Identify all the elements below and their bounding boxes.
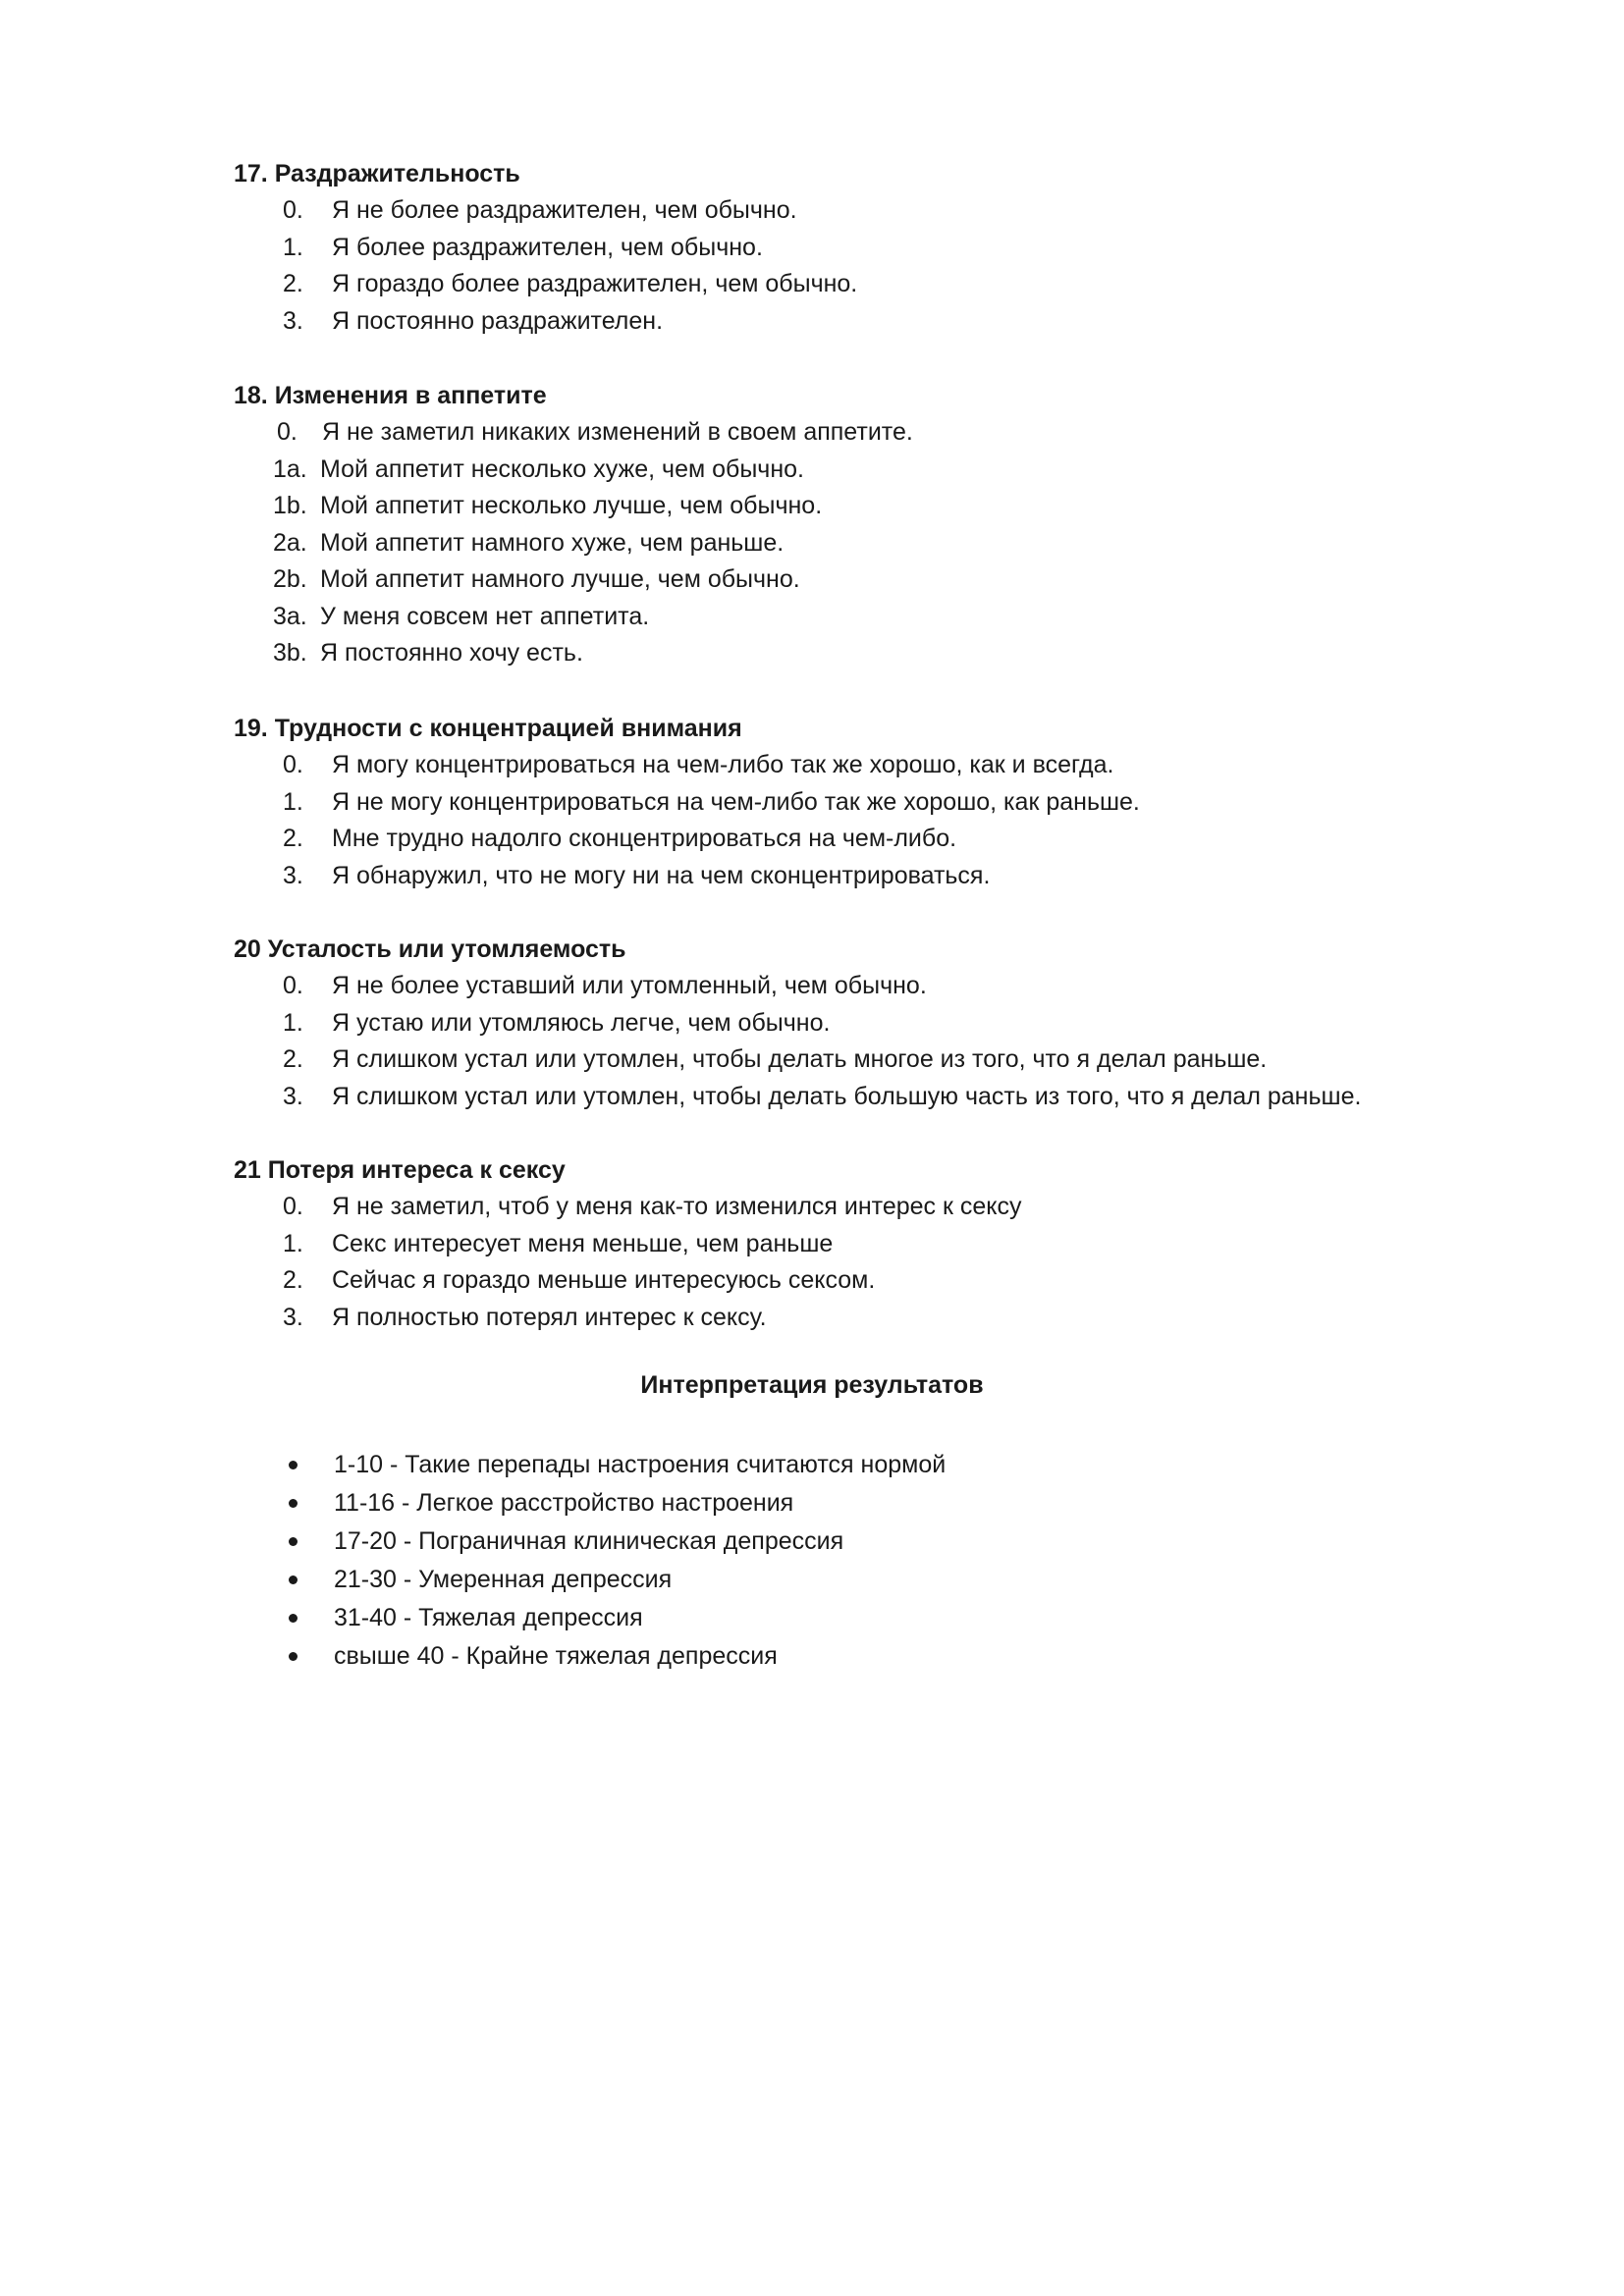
option-number: 2a. [273, 528, 307, 557]
answer-option [234, 1300, 1530, 1337]
interpretation-title: Интерпретация результатов [640, 1371, 984, 1399]
option-number: 2. [283, 825, 303, 852]
list-item [285, 1484, 1463, 1522]
option-number: 1. [283, 787, 303, 816]
question-title: 20 Усталость или утомляемость [234, 935, 626, 963]
answer-option [234, 858, 1530, 895]
question-title: 18. Изменения в аппетите [234, 382, 547, 409]
option-number: 2b. [273, 565, 307, 593]
answer-option [234, 1189, 1530, 1226]
option-text: Я не заметил, чтоб у меня как-то изменился интерес к сексу [332, 1193, 1022, 1220]
option-number: 3b. [273, 639, 307, 667]
bullet-icon [289, 1575, 298, 1584]
question-19 [234, 711, 1530, 894]
option-number: 3. [283, 306, 303, 335]
option-number: 2. [283, 1266, 303, 1294]
question-title: 17. Раздражительность [234, 160, 520, 187]
option-text: Мой аппетит намного хуже, чем раньше. [320, 528, 785, 557]
option-text: У меня совсем нет аппетита. [320, 602, 650, 630]
bullet-icon [289, 1461, 298, 1469]
answer-option [234, 1079, 1530, 1116]
list-item [285, 1599, 1463, 1637]
question-18 [234, 378, 1530, 672]
answer-option [234, 968, 1530, 1005]
bullet-icon [289, 1614, 298, 1623]
answer-option [234, 747, 1530, 784]
list-item [285, 1561, 1463, 1599]
option-number: 0. [283, 972, 303, 999]
option-number: 1b. [273, 492, 307, 519]
list-item-text: свыше 40 - Крайне тяжелая депрессия [334, 1642, 778, 1670]
bullet-icon [289, 1537, 298, 1546]
list-item [285, 1522, 1463, 1561]
list-item-text: 1-10 - Такие перепады настроения считаются нормой [334, 1451, 947, 1478]
bullet-icon [289, 1652, 298, 1661]
option-text: Сейчас я гораздо меньше интересуюсь сексом. [332, 1266, 876, 1294]
option-text: Мой аппетит намного лучше, чем обычно. [320, 565, 800, 593]
question-title: 21 Потеря интереса к сексу [234, 1156, 566, 1184]
bullet-icon [289, 1499, 298, 1508]
answer-option [234, 599, 1530, 636]
option-text: Мой аппетит несколько хуже, чем обычно. [320, 454, 804, 483]
list-item-text: 21-30 - Умеренная депрессия [334, 1566, 673, 1593]
answer-option [234, 561, 1530, 599]
option-number: 0. [283, 196, 303, 224]
option-number: 1. [283, 1008, 303, 1037]
option-number: 2. [283, 1045, 303, 1073]
answer-option [234, 414, 1530, 452]
option-text: Я гораздо более раздражителен, чем обычно. [332, 270, 858, 297]
answer-option [234, 1262, 1530, 1300]
list-item-text: 17-20 - Пограничная клиническая депрессия [334, 1527, 844, 1555]
answer-option [234, 784, 1530, 822]
answer-option [234, 192, 1530, 230]
list-item-text: 11-16 - Легкое расстройство настроения [334, 1489, 794, 1517]
answer-option [234, 1005, 1530, 1042]
option-text: Я могу концентрироваться на чем-либо так же хорошо, как и всегда. [332, 751, 1114, 778]
option-text: Секс интересует меня меньше, чем раньше [332, 1229, 834, 1257]
option-text: Я постоянно раздражителен. [332, 306, 664, 335]
interpretation-list [285, 1446, 1463, 1676]
answer-option [234, 821, 1530, 858]
list-item [285, 1446, 1463, 1484]
option-text: Мне трудно надолго сконцентрироваться на чем-либо. [332, 825, 957, 852]
answer-option [234, 488, 1530, 525]
option-text: Мой аппетит несколько лучше, чем обычно. [320, 492, 823, 519]
option-number: 3. [283, 1303, 303, 1331]
option-number: 3. [283, 861, 303, 889]
option-text: Я не могу концентрироваться на чем-либо так же хорошо, как раньше. [332, 787, 1140, 816]
option-text: Я постоянно хочу есть. [320, 639, 583, 667]
question-21 [234, 1152, 1530, 1336]
option-number: 3. [283, 1082, 303, 1110]
answer-option [234, 1041, 1530, 1079]
question-17 [234, 156, 1530, 340]
list-item-text: 31-40 - Тяжелая депрессия [334, 1604, 643, 1631]
option-text: Я слишком устал или утомлен, чтобы делать многое из того, что я делал раньше. [332, 1045, 1268, 1073]
option-text: Я устаю или утомляюсь легче, чем обычно. [332, 1008, 831, 1037]
option-text: Я слишком устал или утомлен, чтобы делать большую часть из того, что я делал раньше. [332, 1082, 1362, 1110]
option-number: 2. [283, 270, 303, 297]
option-number: 0. [283, 751, 303, 778]
option-number: 0. [277, 418, 298, 446]
answer-option [234, 452, 1530, 489]
answer-option [234, 230, 1530, 267]
answer-option [234, 266, 1530, 303]
option-number: 1. [283, 233, 303, 261]
option-number: 3a. [273, 602, 307, 630]
option-number: 1. [283, 1229, 303, 1257]
option-number: 0. [283, 1193, 303, 1220]
option-text: Я не более уставший или утомленный, чем обычно. [332, 972, 927, 999]
answer-option [234, 525, 1530, 562]
option-text: Я более раздражителен, чем обычно. [332, 233, 763, 261]
option-text: Я не более раздражителен, чем обычно. [332, 196, 797, 224]
answer-option [234, 303, 1530, 341]
list-item [285, 1637, 1463, 1676]
answer-option [234, 635, 1530, 672]
option-text: Я полностью потерял интерес к сексу. [332, 1303, 767, 1331]
answer-option [234, 1226, 1530, 1263]
option-text: Я не заметил никаких изменений в своем аппетите. [322, 418, 913, 446]
question-title: 19. Трудности с концентрацией внимания [234, 715, 742, 742]
option-number: 1a. [273, 454, 307, 483]
question-20 [234, 932, 1530, 1115]
option-text: Я обнаружил, что не могу ни на чем сконцентрироваться. [332, 861, 991, 889]
